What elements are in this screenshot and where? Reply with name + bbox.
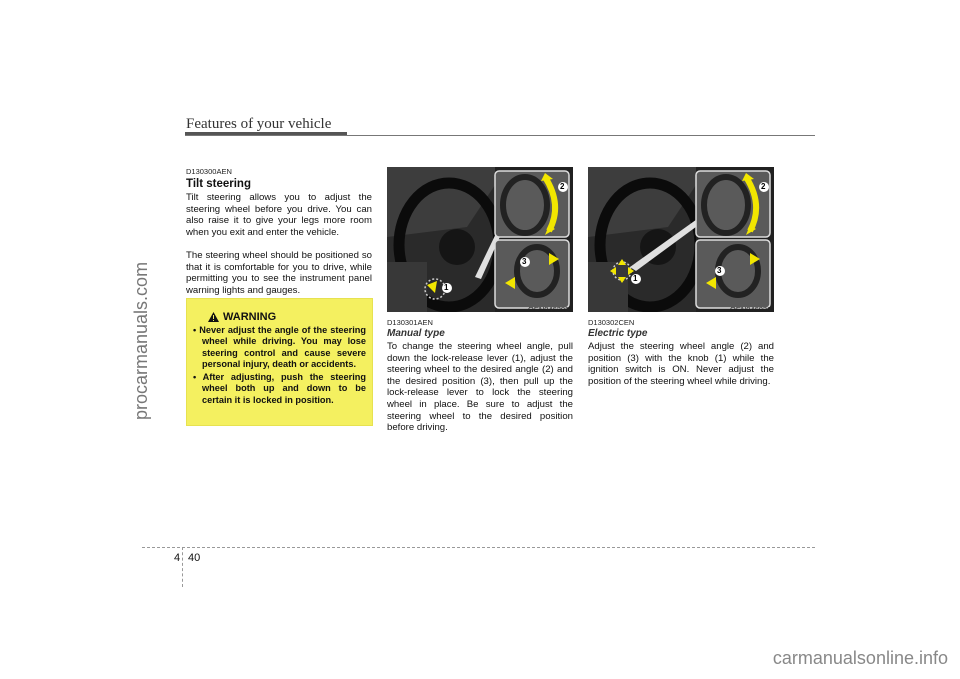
manual-steering-illustration [387, 167, 573, 312]
warning-list [190, 325, 366, 408]
tilt-code: D130300AEN [186, 167, 232, 176]
label-2: 2 [560, 182, 565, 191]
header-rule [185, 135, 815, 136]
tilt-paragraph-2: The steering wheel should be positioned so that it is comfortable for you to drive, while permitting you to see the instrument panel warning lights and gauges. [186, 250, 372, 296]
electric-steering-illustration [588, 167, 774, 312]
section-title: Features of your vehicle [186, 116, 332, 132]
warning-title: WARNING [223, 311, 277, 323]
bottom-watermark: carmanualsonline.info [772, 648, 948, 668]
label-3: 3 [717, 266, 722, 275]
manual-code: D130301AEN [387, 318, 433, 327]
label-3: 3 [522, 257, 527, 266]
label-1: 1 [633, 274, 638, 283]
electric-heading: Electric type [588, 328, 648, 339]
warning-item: • Never adjust the angle of the steering wheel while driving. You may lose steering control and cause severe personal injury, death or accidents. [193, 325, 366, 369]
manual-image-code: OEN046202 [528, 305, 570, 314]
label-2: 2 [761, 182, 766, 191]
warning-item: • After adjusting, push the steering wheel both up and down to be certain it is locked in position. [193, 372, 366, 405]
footer-divider [182, 547, 183, 587]
section-number: 4 [174, 552, 181, 564]
manual-text: To change the steering wheel angle, pull down the lock-release lever (1), adjust the steering wheel to the desired angle (2) and the desired position (3), then pull up the lock-release lever to lock the steering wheel in place. Be sure to adjust the steering wheel to the desired position before driving. [387, 341, 573, 434]
label-1: 1 [444, 283, 449, 292]
manual-heading: Manual type [387, 328, 445, 339]
electric-code: D130302CEN [588, 318, 635, 327]
warning-header [208, 311, 276, 323]
tilt-heading: Tilt steering [186, 178, 251, 190]
tilt-paragraph-1: Tilt steering allows you to adjust the steering wheel before you drive. You can also raise it to give your legs more room when you exit and enter the vehicle. [186, 192, 372, 238]
electric-image-code: OEN046030 [730, 305, 772, 314]
electric-steering-photo [588, 167, 774, 312]
manual-steering-photo [387, 167, 573, 312]
warning-triangle-icon [208, 312, 219, 322]
footer-rule [142, 547, 815, 548]
electric-text: Adjust the steering wheel angle (2) and position (3) with the knob (1) while the ignition switch is ON. Never adjust the position of the steering wheel while driving. [588, 341, 774, 387]
page-number: 40 [188, 552, 201, 564]
side-watermark: procarmanuals.com [131, 261, 151, 420]
